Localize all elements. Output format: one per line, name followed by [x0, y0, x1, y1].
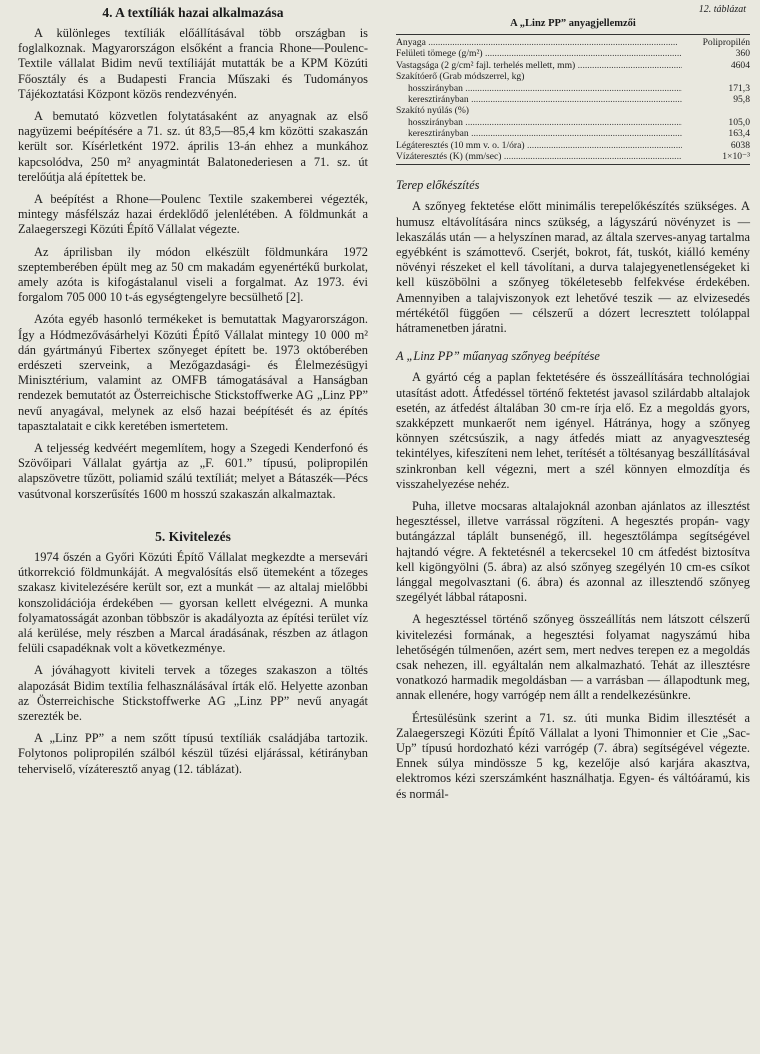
spec-value: 6038 — [730, 139, 750, 151]
table-header — [396, 4, 750, 34]
spec-label: keresztirányban ..... — [396, 94, 682, 105]
spec-label: Szakító nyúlás (%) — [396, 105, 470, 117]
spec-label: hosszirányban ..... — [396, 83, 682, 94]
spec-value — [682, 105, 750, 116]
spec-row — [396, 37, 750, 48]
paragraph: A gyártó cég a paplan fektetésére és összeállítására technológiai utasítást adott. Átfedéssel történő fektetést javasol szilárdabb altalajok esetén, az átfedést általában 30 cm-re írja elő. Ez a megoldás gyors, szakképzett munkaerőt nem igényel. Hátránya, hogy a szőnyeg könnyen szétcsúszik, a nagy átfedés miatt az anyagveszteség tekintélyes, kifeszíteni nem lehet, terítését a töltésanyag beszállításával szinkronban kell végezni, mert a szél könnyen elmozdítja és visszahelyezése nehéz. — [396, 370, 750, 491]
section-5-heading: 5. Kivitelezés — [155, 528, 231, 544]
spec-value: 4604 — [730, 59, 750, 71]
right-column — [396, 4, 750, 809]
paragraph: A beépítést a Rhone—Poulenc Textile szakemberei végezték, mintegy másfélszáz hazai érdeklődő jelenlétében. A földmunkát a Zalaegerszegi Közúti Építő Vállalat végezte. — [18, 192, 368, 237]
spec-label: hosszirányban ..... — [396, 117, 682, 128]
spec-label: Vastagsága (2 g/cm² fajl. terhelés mellett, mm) ..... — [396, 60, 682, 71]
spec-row — [396, 48, 750, 59]
section-4-heading: 4. A textíliák hazai alkalmazása — [102, 5, 284, 20]
spec-row — [396, 128, 750, 139]
spec-row — [396, 60, 750, 71]
paragraph: A szőnyeg fektetése előtt minimális terepelőkészítés szükséges. A humusz eltávolítására nincs szükség, a lágyszárú növényzet is — lekaszálás után — a helyszínen marad, az általa szerves-anyag tartalma egyébként is számottevő. Cserjét, bokrot, fát, tuskót, kiálló kemény növényi részeket el kell távolítani, a durva talajegyenetlenségeket ki kell küszöbölni a szőnyeg tökéletesebb felfekvése érdekében. Amennyiben a talajviszonyok ezt lehetővé teszik — az elvizesedés mértékétől függően — célszerű a dózert lecresztett tolólappal hátramenetben járatni. — [396, 199, 750, 336]
spec-row — [396, 83, 750, 94]
paragraph: A hegesztéssel történő szőnyeg összeállítás nem látszott célszerű kivitelezési formának, a hegesztési folyamat nagyszámú hiba lehetőségén túlmenően, azért sem, mert nedves terepen ez a megoldás csak nehezen, ill. egyáltalán nem alkalmazható. Tehát az illesztésre vonatkozó harmadik megoldásban — a varrásban — állapodtunk meg, annak ellenére, hogy varrógép nem állt a rendelkezésünkre. — [396, 612, 750, 703]
left-column — [18, 4, 368, 784]
spec-value: 171,3 — [728, 82, 750, 94]
spec-row — [396, 117, 750, 128]
spec-table — [396, 34, 750, 165]
paragraph: Puha, illetve mocsaras altalajoknál azonban ajánlatos az illesztést hegesztéssel, illetve varrással rögzíteni. A hegesztés propán- vagy butángázzal táplált bunsenégő, ill. hegesztőlámpa segítségével hajtandó végre. A fektetésnél a tekercsekel 10 cm átfedést biztosítva kell kigöngyölni (5. ábra) az alsó szőnyeg szegélyén 10 cm-es csíkot lánggal megolvasztani (6. ábra) és azonnal az illesztendő szőnyeg szegélyét lábbal rátaposni. — [396, 498, 750, 605]
table-number: 12. táblázat — [698, 4, 746, 15]
spec-label: Felületi tömege (g/m²) ..... — [396, 48, 682, 59]
linz-heading: A „Linz PP” műanyag szőnyeg beépítése — [396, 349, 600, 364]
spec-row — [396, 71, 750, 82]
spec-label: Vízáteresztés (K) (mm/sec) ..... — [396, 151, 682, 162]
spec-value — [682, 71, 750, 82]
terep-heading: Terep előkészítés — [396, 178, 480, 193]
table-title: A „Linz PP” anyagjellemzői — [510, 18, 636, 29]
spec-row — [396, 94, 750, 105]
spec-value: 105,0 — [728, 116, 750, 128]
spec-value: 1×10⁻³ — [722, 151, 750, 163]
spec-row — [396, 105, 750, 116]
spec-label: Légáteresztés (10 mm v. o. 1/óra) ..... — [396, 140, 682, 151]
spec-value: 360 — [735, 48, 750, 60]
spec-value: Polipropilén — [702, 37, 750, 48]
paragraph: A teljesség kedvéért megemlítem, hogy a Szegedi Kenderfonó és Szövőipari Vállalat gyártja az „F. 601.” típusú, polipropilén alapszövetre tűzött, poliamid szálú textíliát; melyet a Bátaszék—Pécs vasútvonal korszerűsítés 1600 m hosszú szakaszán alkalmaztak. — [18, 441, 368, 501]
spec-label: keresztirányban ..... — [396, 128, 682, 139]
paragraph: Értesülésünk szerint a 71. sz. úti munka Bidim illesztését a Zalaegerszegi Közúti Építő Vállalat a lyoni Thimonnier et Cie „Sac-Up” típusú hordozható kézi varrógép (7. ábra) segítségével végezte. Ennek súlya mindössze 5 kg, kezelője alsó karjára akasztva, elektromos kézi szerszámként használhatja. Egyen- és váltóáramú, kis és normál- — [396, 710, 750, 801]
paragraph: Azóta egyéb hasonló termékeket is bemutattak Magyarországon. Így a Hódmezővásárhelyi Közúti Építő Vállalat mintegy 10 000 m² dán gyártmányú Fibertex szőnyeget épített be. 1973 októberében erdészeti szerveink, a Mezőgazdasági- és Élelmezésügyi Minisztérium, valamint az OMFB támogatásával a Hanságban rendezek bemutatót az Österreichische Stickstoffwerke AG „Linz PP” nevű anyagával, melynek az első hazai beépítését és az építés tapasztalatait e cikk keretében ismertetem. — [18, 312, 368, 433]
spec-value: 95,8 — [733, 94, 750, 106]
spec-label: Szakítóerő (Grab módszerrel, kg) — [396, 71, 525, 83]
paragraph: 1974 őszén a Győri Közúti Építő Vállalat megkezdte a mersevári útkorrekció földmunkáját. A megvalósítás első ütemeként a tőzeges szakasz kivitelezésére került sor, ezt a munkát — az altalaj mielőbbi konszolidációja érdekében — gyorsan kellett elvégezni. A munka folyamatosságát azonban többször is akadályozta az építési terület víz alá kerülése, mely részben a Marcal áradásának, részben az átlagon felüli csapadéknak volt a következménye. — [18, 549, 368, 656]
paragraph: A bemutató közvetlen folytatásaként az anyagnak az első nagyüzemi beépítésére a 71. sz. út 83,5—85,4 km közötti szakaszán került sor. Kísérletként 1972. április 13-án ehhez a munkához kapcsolódva, 250 m² anyagmintát Balatonederiesen a 71. sz. út terelőútja alá építettek be. — [18, 109, 368, 184]
spec-row — [396, 151, 750, 162]
spec-value: 163,4 — [728, 128, 750, 140]
spec-row — [396, 140, 750, 151]
paragraph: Az áprilisban ily módon elkészült földmunkára 1972 szeptemberében épült meg az 50 cm makadám egyenértékű burkolat, amely azóta is kifogástalanul viseli a forgalmat. Az 1973. évi forgalom 705 000 10 t-ás egységtengelyre becsülhető [2]. — [18, 244, 368, 305]
paragraph: A különleges textíliák előállításával több országban is foglalkoznak. Magyarországon elsőként a francia Rhone—Poulenc-Textile vállalat Bidim nevű textíliáját mutatták be a KPM Közúti Főosztály és a Budapesti Francia Műszaki és Tudományos Tájékoztatási Központ közös rendezvényén. — [18, 26, 368, 101]
paragraph: A „Linz PP” a nem szőtt típusú textíliák családjába tartozik. Folytonos polipropilén szálból készül tűzési eljárással, kétirányban teherviselő, vízáteresztő anyag (12. táblázat). — [18, 731, 368, 776]
paragraph: A jóváhagyott kiviteli tervek a tőzeges szakaszon a töltés alapozását Bidim textília felhasználásával írták elő. Helyette azonban az Österreichische Stickstoffwerke AG „Linz PP” nevű anyagát szerezték be. — [18, 663, 368, 723]
spec-label: Anyaga ..... — [396, 37, 682, 48]
